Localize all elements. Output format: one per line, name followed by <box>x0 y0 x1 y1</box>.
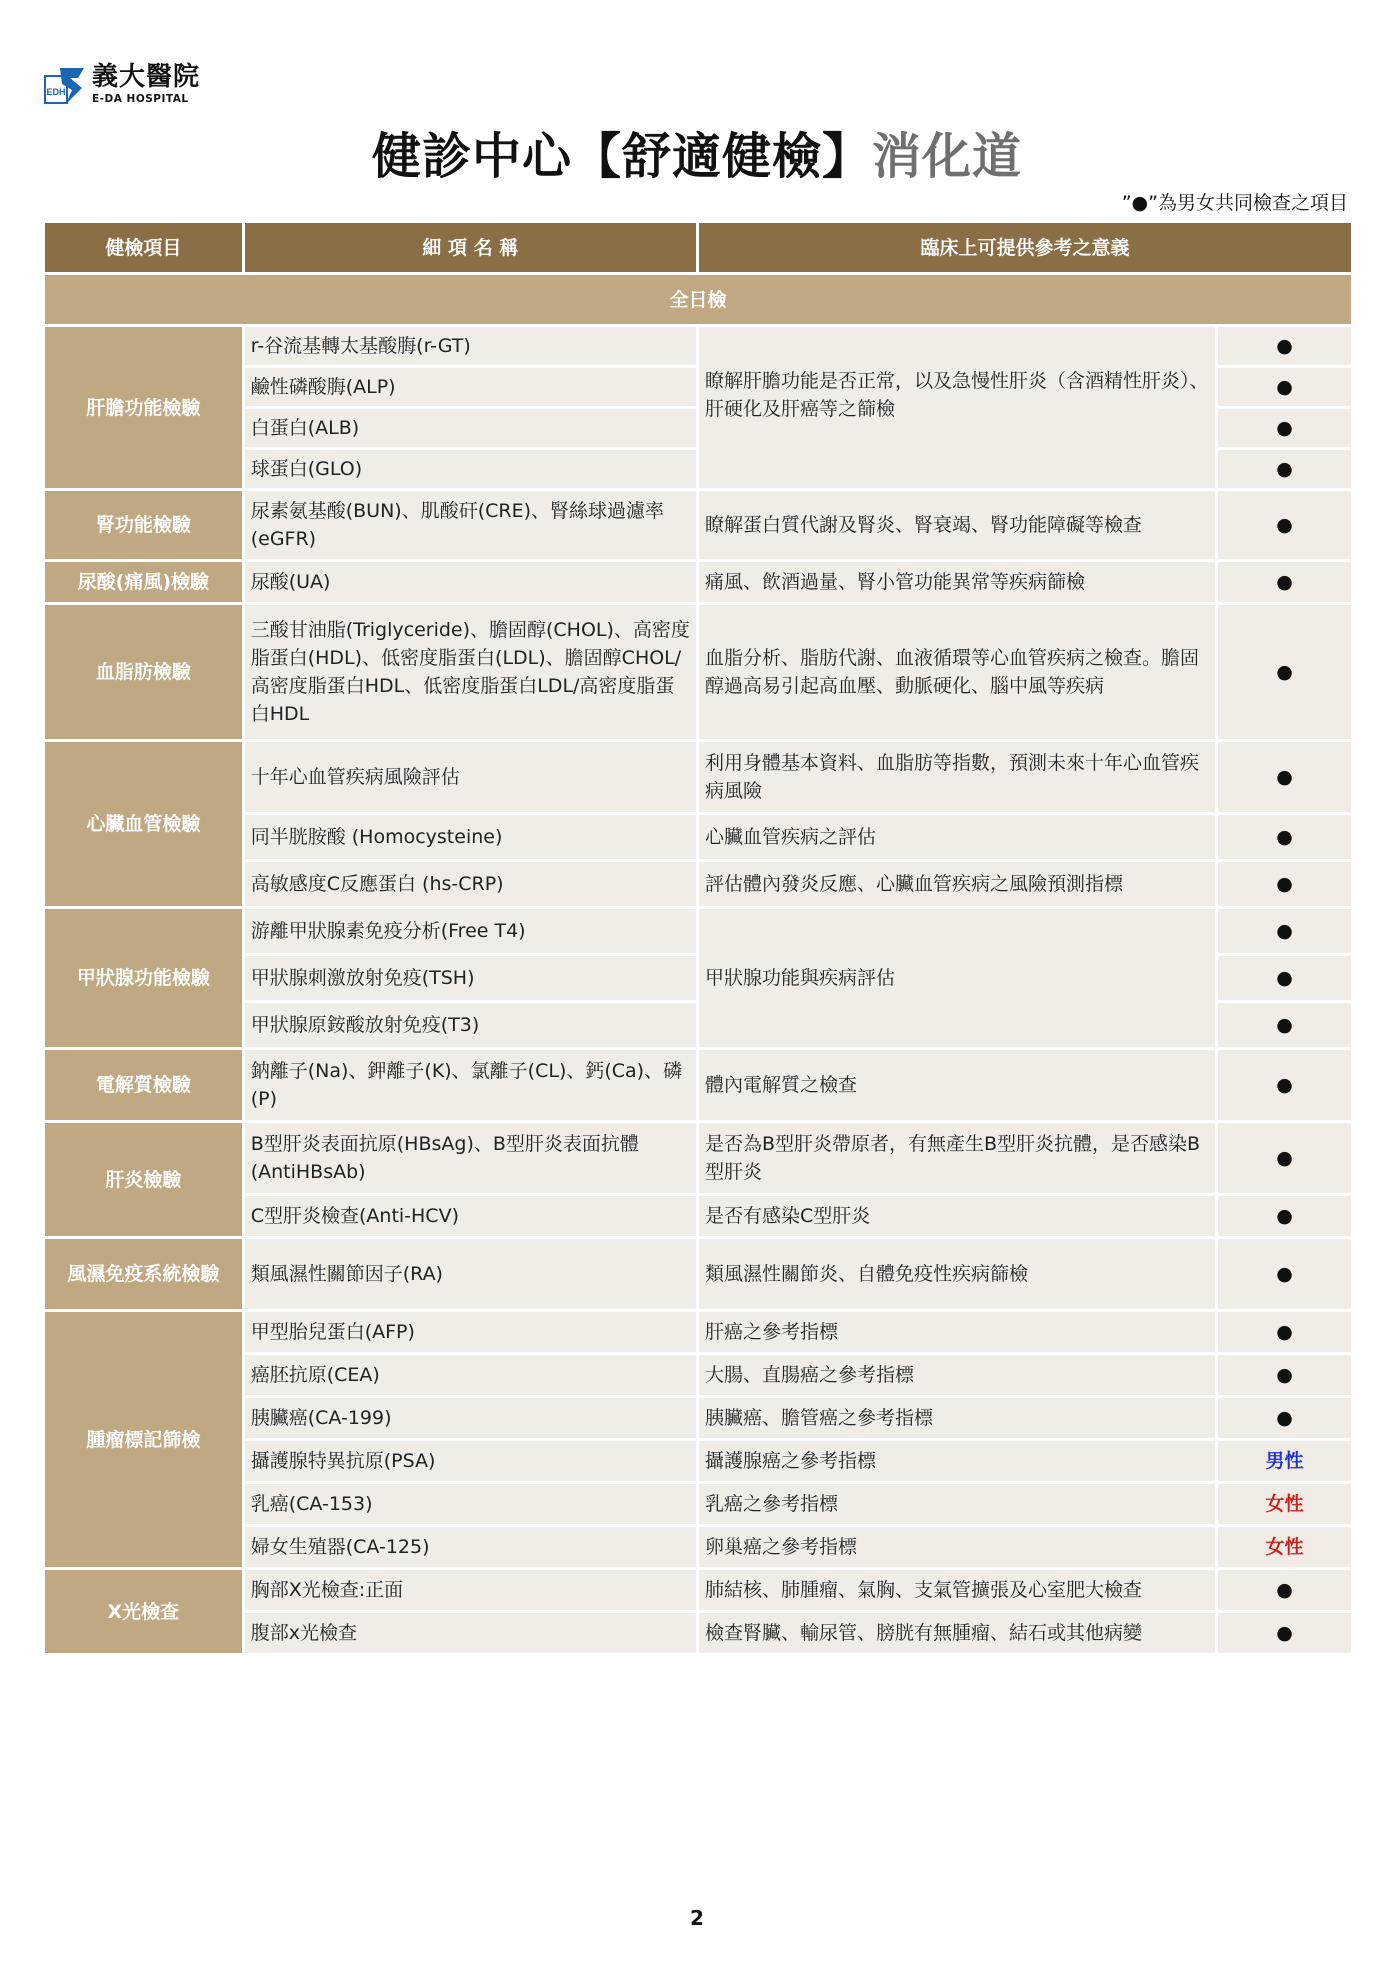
table-row <box>45 562 1351 602</box>
common-mark: ● <box>1218 327 1351 365</box>
common-mark: ● <box>1218 450 1351 488</box>
legend-note: ”●”為男女共同檢查之項目 <box>1121 192 1348 214</box>
meaning-cell: 卵巢癌之參考指標 <box>699 1527 1215 1567</box>
hospital-logo <box>44 64 200 110</box>
edh-logo-icon <box>44 64 86 106</box>
common-mark: ● <box>1218 742 1351 812</box>
meaning-cell: 胰臟癌、膽管癌之參考指標 <box>699 1398 1215 1438</box>
category-thyroid: 甲狀腺功能檢驗 <box>45 909 242 1047</box>
meaning-cell: 大腸、直腸癌之參考指標 <box>699 1355 1215 1395</box>
common-mark: ● <box>1218 491 1351 559</box>
table-row <box>45 909 1351 953</box>
category-blood-lipid: 血脂肪檢驗 <box>45 605 242 739</box>
table-row <box>45 1570 1351 1610</box>
meaning-cell: 是否為B型肝炎帶原者，有無產生B型肝炎抗體，是否感染B型肝炎 <box>699 1123 1215 1193</box>
common-mark: ● <box>1218 1196 1351 1236</box>
common-mark: ● <box>1218 1312 1351 1352</box>
category-xray: X光檢查 <box>45 1570 242 1653</box>
meaning-cell: 血脂分析、脂肪代謝、血液循環等心血管疾病之檢查。膽固醇過高易引起高血壓、動脈硬化、腦中風等疾病 <box>699 605 1215 739</box>
section-row <box>45 275 1351 324</box>
meaning-cell: 乳癌之參考指標 <box>699 1484 1215 1524</box>
meaning-cell: 肝癌之參考指標 <box>699 1312 1215 1352</box>
category-hepatitis: 肝炎檢驗 <box>45 1123 242 1236</box>
item-cell: 甲型胎兒蛋白(AFP) <box>245 1312 696 1352</box>
female-only-mark: 女性 <box>1218 1527 1351 1567</box>
meaning-cell: 瞭解蛋白質代謝及腎炎、腎衰竭、腎功能障礙等檢查 <box>699 491 1215 559</box>
meaning-cell: 類風濕性關節炎、自體免疫性疾病篩檢 <box>699 1239 1215 1309</box>
meaning-cell: 體內電解質之檢查 <box>699 1050 1215 1120</box>
meaning-cell: 評估體內發炎反應、心臟血管疾病之風險預測指標 <box>699 862 1215 906</box>
meaning-cell: 心臟血管疾病之評估 <box>699 815 1215 859</box>
category-liver: 肝膽功能檢驗 <box>45 327 242 488</box>
checkup-table <box>42 220 1354 1656</box>
meaning-cell: 甲狀腺功能與疾病評估 <box>699 909 1215 1047</box>
category-uric-acid: 尿酸(痛風)檢驗 <box>45 562 242 602</box>
item-cell: 類風濕性關節因子(RA) <box>245 1239 696 1309</box>
item-cell: 甲狀腺原銨酸放射免疫(T3) <box>245 1003 696 1047</box>
table-header-row <box>45 223 1351 272</box>
item-cell: B型肝炎表面抗原(HBsAg)、B型肝炎表面抗體(AntiHBsAb) <box>245 1123 696 1193</box>
meaning-cell: 是否有感染C型肝炎 <box>699 1196 1215 1236</box>
meaning-cell: 痛風、飲酒過量、腎小管功能異常等疾病篩檢 <box>699 562 1215 602</box>
category-rheumatism: 風濕免疫系統檢驗 <box>45 1239 242 1309</box>
meaning-cell: 攝護腺癌之參考指標 <box>699 1441 1215 1481</box>
item-cell: 攝護腺特異抗原(PSA) <box>245 1441 696 1481</box>
common-mark: ● <box>1218 1355 1351 1395</box>
item-cell: 鈉離子(Na)、鉀離子(K)、氯離子(CL)、鈣(Ca)、磷(P) <box>245 1050 696 1120</box>
item-cell: 白蛋白(ALB) <box>245 409 696 447</box>
item-cell: 胰臟癌(CA-199) <box>245 1398 696 1438</box>
common-mark: ● <box>1218 562 1351 602</box>
section-full-day: 全日檢 <box>45 275 1351 324</box>
item-cell: 鹼性磷酸脢(ALP) <box>245 368 696 406</box>
meaning-cell: 肺結核、肺腫瘤、氣胸、支氣管擴張及心室肥大檢查 <box>699 1570 1215 1610</box>
male-only-mark: 男性 <box>1218 1441 1351 1481</box>
common-mark: ● <box>1218 956 1351 1000</box>
meaning-cell: 瞭解肝膽功能是否正常，以及急慢性肝炎（含酒精性肝炎）、肝硬化及肝癌等之篩檢 <box>699 327 1215 488</box>
item-cell: 三酸甘油脂(Triglyceride)、膽固醇(CHOL)、高密度脂蛋白(HDL)、低密度脂蛋白(LDL)、膽固醇CHOL/高密度脂蛋白HDL、低密度脂蛋白LDL/高密度脂蛋白HDL <box>245 605 696 739</box>
common-mark: ● <box>1218 815 1351 859</box>
item-cell: 球蛋白(GLO) <box>245 450 696 488</box>
table-row <box>45 605 1351 739</box>
item-cell: 同半胱胺酸 (Homocysteine) <box>245 815 696 859</box>
common-mark: ● <box>1218 605 1351 739</box>
category-kidney: 腎功能檢驗 <box>45 491 242 559</box>
category-tumor-markers: 腫瘤標記篩檢 <box>45 1312 242 1567</box>
table-row <box>45 1050 1351 1120</box>
common-mark: ● <box>1218 1123 1351 1193</box>
common-mark: ● <box>1218 1398 1351 1438</box>
page-title <box>0 118 1394 188</box>
common-mark: ● <box>1218 1613 1351 1653</box>
common-mark: ● <box>1218 409 1351 447</box>
item-cell: 甲狀腺刺激放射免疫(TSH) <box>245 956 696 1000</box>
item-cell: 游離甲狀腺素免疫分析(Free T4) <box>245 909 696 953</box>
page-title-suffix: 消化道 <box>872 128 1023 185</box>
item-cell: 胸部X光檢查:正面 <box>245 1570 696 1610</box>
common-mark: ● <box>1218 1003 1351 1047</box>
logo-english-name: E-DA HOSPITAL <box>92 93 189 105</box>
meaning-cell: 檢查腎臟、輸尿管、膀胱有無腫瘤、結石或其他病變 <box>699 1613 1215 1653</box>
meaning-cell: 利用身體基本資料、血脂肪等指數，預測未來十年心血管疾病風險 <box>699 742 1215 812</box>
table-row <box>45 327 1351 365</box>
item-cell: 尿素氨基酸(BUN)、肌酸矸(CRE)、腎絲球過濾率(eGFR) <box>245 491 696 559</box>
common-mark: ● <box>1218 1570 1351 1610</box>
header-item: 細 項 名 稱 <box>245 223 696 272</box>
item-cell: 尿酸(UA) <box>245 562 696 602</box>
common-mark: ● <box>1218 862 1351 906</box>
item-cell: 十年心血管疾病風險評估 <box>245 742 696 812</box>
table-row <box>45 1123 1351 1193</box>
item-cell: 癌胚抗原(CEA) <box>245 1355 696 1395</box>
header-meaning: 臨床上可提供參考之意義 <box>699 223 1351 272</box>
page-title-main: 健診中心【舒適健檢】 <box>371 128 872 185</box>
item-cell: C型肝炎檢查(Anti-HCV) <box>245 1196 696 1236</box>
item-cell: 乳癌(CA-153) <box>245 1484 696 1524</box>
item-cell: 高敏感度C反應蛋白 (hs-CRP) <box>245 862 696 906</box>
item-cell: 腹部x光檢查 <box>245 1613 696 1653</box>
item-cell: 婦女生殖器(CA-125) <box>245 1527 696 1567</box>
common-mark: ● <box>1218 909 1351 953</box>
female-only-mark: 女性 <box>1218 1484 1351 1524</box>
logo-chinese-name: 義大醫院 <box>92 62 201 92</box>
table-row <box>45 1312 1351 1352</box>
category-cardiovascular: 心臟血管檢驗 <box>45 742 242 906</box>
common-mark: ● <box>1218 368 1351 406</box>
common-mark: ● <box>1218 1239 1351 1309</box>
item-cell: r-谷流基轉太基酸脢(r-GT) <box>245 327 696 365</box>
table-row <box>45 742 1351 812</box>
page-number: 2 <box>690 1906 704 1930</box>
common-mark: ● <box>1218 1050 1351 1120</box>
header-category: 健檢項目 <box>45 223 242 272</box>
table-row <box>45 1239 1351 1309</box>
logo-mark-text: EDH <box>46 87 66 97</box>
category-electrolyte: 電解質檢驗 <box>45 1050 242 1120</box>
table-row <box>45 491 1351 559</box>
